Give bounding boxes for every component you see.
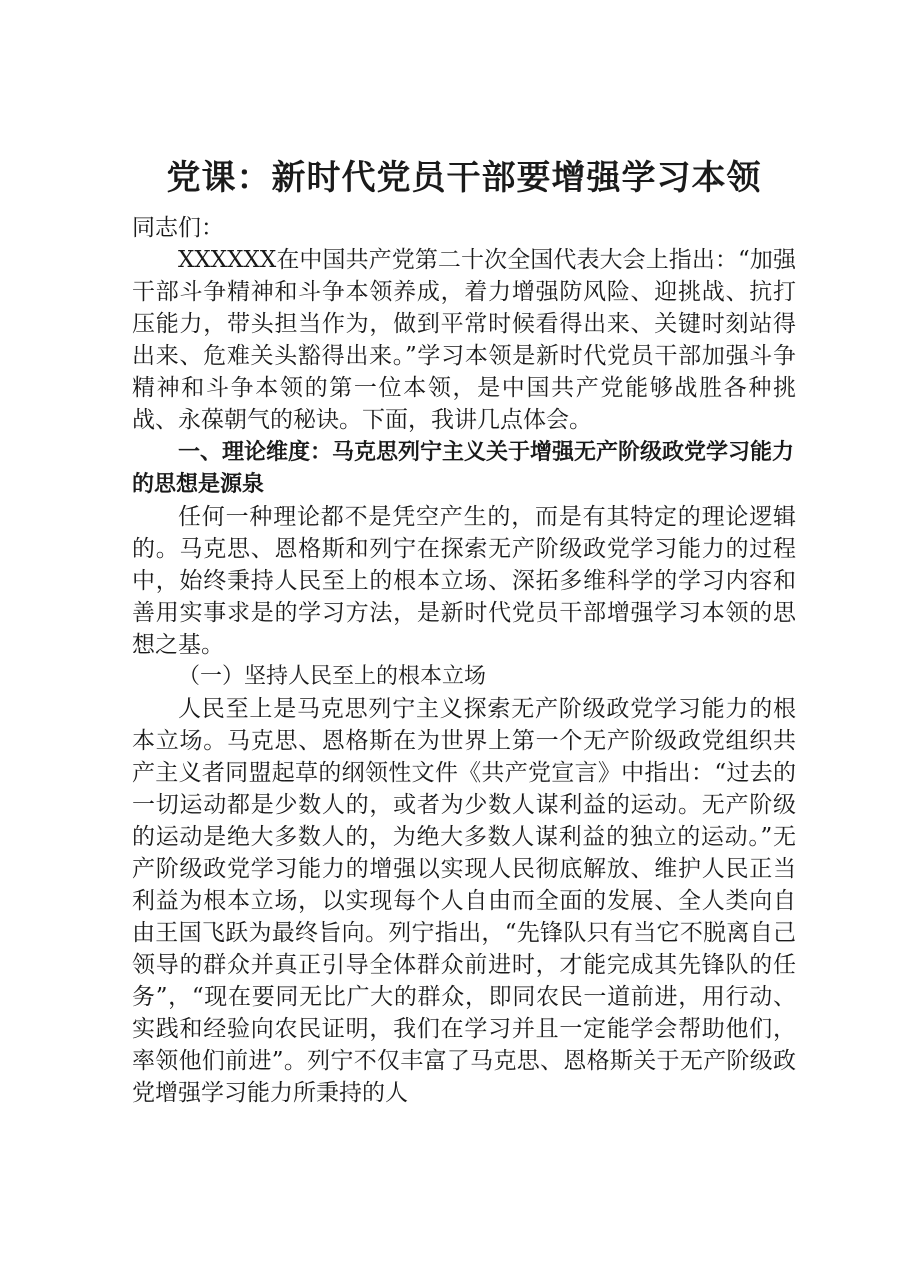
subsection-heading-1: （一）坚持人民至上的根本立场: [178, 664, 487, 689]
document-title: 党课：新时代党员干部要增强学习本领: [166, 158, 762, 198]
document-page: [132, 150, 796, 1109]
subsection-1-paragraph: 人民至上是马克思列宁主义探索无产阶级政党学习能力的根本立场。马克思、恩格斯在为世界上第一个无产阶级政党组织共产主义者同盟起草的纲领性文件《共产党宣言》中指出：“过去的一切运动都是少数人的，或者为少数人谋利益的运动。无产阶级的运动是绝大多数人的，为绝大多数人谋利益的独立的运动。”无产阶级政党学习能力的增强以实现人民彻底解放、维护人民正当利益为根本立场，以实现每个人自由而全面的发展、全人类向自由王国飞跃为最终旨向。列宁指出，“先锋队只有当它不脱离自己领导的群众并真正引导全体群众前进时，才能完成其先锋队的任务”，“现在要同无比广大的群众，即同农民一道前进，用行动、实践和经验向农民证明，我们在学习并且一定能学会帮助他们，率领他们前进”。列宁不仅丰富了马克思、恩格斯关于无产阶级政党增强学习能力所秉持的人: [132, 696, 796, 1106]
section-1-paragraph: 任何一种理论都不是凭空产生的，而是有其特定的理论逻辑的。马克思、恩格斯和列宁在探索无产阶级政党学习能力的过程中，始终秉持人民至上的根本立场、深拓多维科学的学习内容和善用实事求是的学习方法，是新时代党员干部增强学习本领的思想之基。: [132, 504, 796, 658]
salutation: 同志们：: [132, 215, 224, 241]
section-heading-1: 一、理论维度：马克思列宁主义关于增强无产阶级政党学习能力的思想是源泉: [132, 440, 795, 497]
intro-paragraph: XXXXXX在中国共产党第二十次全国代表大会上指出：“加强干部斗争精神和斗争本领养成，着力增强防风险、迎挑战、抗打压能力，带头担当作为，做到平常时候看得出来、关键时刻站得出来、危难关头豁得出来。”学习本领是新时代党员干部加强斗争精神和斗争本领的第一位本领，是中国共产党能够战胜各种挑战、永葆朝气的秘诀。下面，我讲几点体会。: [132, 247, 796, 433]
